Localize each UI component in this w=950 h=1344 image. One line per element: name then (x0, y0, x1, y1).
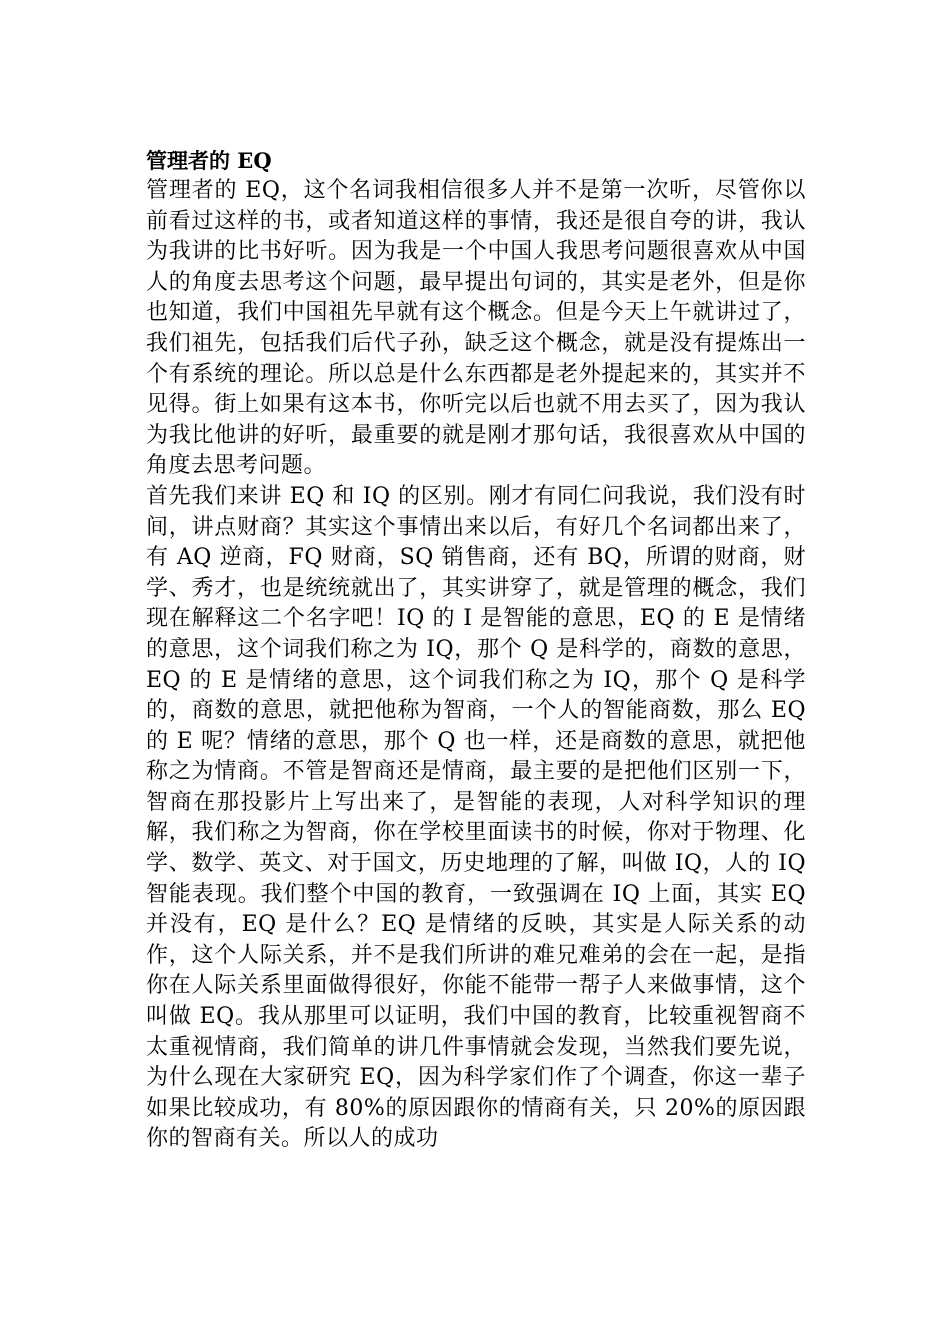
document-title: 管理者的 EQ (146, 148, 272, 173)
document-body (146, 146, 806, 1155)
paragraph-1: 管理者的 EQ，这个名词我相信很多人并不是第一次听，尽管你以前看过这样的书，或者知道这样的事情，我还是很自夸的讲，我认为我讲的比书好听。因为我是一个中国人我思考问题很喜欢从中国人的角度去思考这个问题，最早提出句词的，其实是老外，但是你也知道，我们中国祖先早就有这个概念。但是今天上午就讲过了，我们祖先，包括我们后代子孙，缺乏这个概念，就是没有提炼出一个有系统的理论。所以总是什么东西都是老外提起来的，其实并不见得。街上如果有这本书，你听完以后也就不用去买了，因为我认为我比他讲的好听，最重要的就是刚才那句话，我很喜欢从中国的角度去思考问题。 (146, 178, 806, 479)
paragraph-2: 首先我们来讲 EQ 和 IQ 的区别。刚才有同仁问我说，我们没有时间，讲点财商？其实这个事情出来以后，有好几个名词都出来了，有 AQ 逆商，FQ 财商，SQ 销售商，还有 BQ，所谓的财商，财学、秀才，也是统统就出了，其实讲穿了，就是管理的概念，我们现在解释这二个名字吧！IQ 的 I 是智能的意思，EQ 的 E 是情绪的意思，这个词我们称之为 IQ，那个 Q 是科学的，商数的意思，EQ 的 E 是情绪的意思，这个词我们称之为 IQ，那个 Q 是科学的，商数的意思，就把他称为智商，一个人的智能商数，那么 EQ 的 E 呢？情绪的意思，那个 Q 也一样，还是商数的意思，就把他称之为情商。不管是智商还是情商，最主要的是把他们区别一下，智商在那投影片上写出来了，是智能的表现，人对科学知识的理解，我们称之为智商，你在学校里面读书的时候，你对于物理、化学、数学、英文、对于国文，历史地理的了解，叫做 IQ，人的 IQ 智能表现。我们整个中国的教育，一致强调在 IQ 上面，其实 EQ 并没有，EQ 是什么？EQ 是情绪的反映，其实是人际关系的动作，这个人际关系，并不是我们所讲的难兄难弟的会在一起，是指你在人际关系里面做得很好，你能不能带一帮子人来做事情，这个叫做 EQ。我从那里可以证明，我们中国的教育，比较重视智商不太重视情商，我们简单的讲几件事情就会发现，当然我们要先说，为什么现在大家研究 EQ，因为科学家们作了个调查，你这一辈子如果比较成功，有 80%的原因跟你的情商有关，只 20%的原因跟你的智商有关。所以人的成功 (146, 483, 806, 1152)
